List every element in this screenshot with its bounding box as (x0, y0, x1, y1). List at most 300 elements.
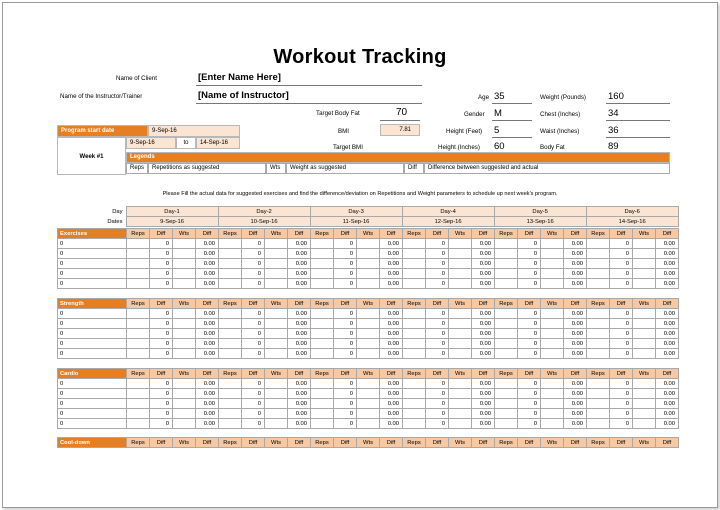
wts-diff-cell: 0.00 (472, 329, 495, 339)
reps-cell[interactable] (587, 249, 610, 259)
exercise-name-cell[interactable]: 0 (58, 319, 127, 329)
age-value[interactable]: 35 (494, 91, 505, 102)
reps-cell[interactable] (495, 319, 518, 329)
exercise-name-cell[interactable]: 0 (58, 279, 127, 289)
wts-diff-cell: 0.00 (656, 259, 679, 269)
reps-diff-cell: 0 (242, 379, 265, 389)
wts-cell[interactable] (173, 339, 196, 349)
wts-diff-cell: 0.00 (288, 259, 311, 269)
wts-cell[interactable] (265, 329, 288, 339)
exercise-name-cell[interactable]: 0 (58, 399, 127, 409)
reps-cell[interactable] (587, 319, 610, 329)
table-row (58, 319, 679, 329)
wts-diff-cell: 0.00 (380, 389, 403, 399)
wts-cell[interactable] (357, 269, 380, 279)
wts-cell[interactable] (633, 319, 656, 329)
wts-cell[interactable] (173, 249, 196, 259)
wts-cell[interactable] (541, 309, 564, 319)
column-header: Diff (564, 369, 587, 379)
wts-cell[interactable] (633, 269, 656, 279)
wts-cell[interactable] (173, 329, 196, 339)
table-row (58, 259, 679, 269)
wts-diff-cell: 0.00 (656, 409, 679, 419)
wts-cell[interactable] (633, 239, 656, 249)
reps-diff-cell: 0 (610, 399, 633, 409)
exercise-name-cell[interactable]: 0 (58, 249, 127, 259)
wts-diff-cell: 0.00 (564, 409, 587, 419)
wts-cell[interactable] (357, 419, 380, 429)
reps-diff-cell: 0 (150, 279, 173, 289)
height-inches-value[interactable]: 60 (494, 141, 505, 152)
wts-cell[interactable] (541, 419, 564, 429)
reps-diff-cell: 0 (426, 349, 449, 359)
reps-cell[interactable] (587, 329, 610, 339)
program-start-label: Program start date (57, 125, 148, 137)
reps-cell[interactable] (403, 339, 426, 349)
wts-cell[interactable] (173, 309, 196, 319)
wts-cell[interactable] (449, 339, 472, 349)
exercise-name-cell[interactable]: 0 (58, 259, 127, 269)
wts-cell[interactable] (449, 259, 472, 269)
section-header-row (58, 369, 679, 379)
wts-cell[interactable] (265, 399, 288, 409)
wts-diff-cell: 0.00 (564, 249, 587, 259)
wts-cell[interactable] (633, 399, 656, 409)
wts-cell[interactable] (357, 349, 380, 359)
reps-cell[interactable] (127, 419, 150, 429)
reps-cell[interactable] (127, 239, 150, 249)
height-feet-value[interactable]: 5 (494, 125, 500, 136)
reps-cell[interactable] (403, 329, 426, 339)
reps-cell[interactable] (403, 319, 426, 329)
reps-cell[interactable] (403, 399, 426, 409)
reps-cell[interactable] (219, 309, 242, 319)
wts-diff-cell: 0.00 (288, 389, 311, 399)
target-body-fat-underline (380, 120, 420, 121)
reps-cell[interactable] (587, 339, 610, 349)
reps-diff-cell: 0 (610, 239, 633, 249)
instructor-name-field[interactable]: [Name of Instructor] (198, 90, 289, 101)
reps-cell[interactable] (219, 419, 242, 429)
reps-cell[interactable] (311, 349, 334, 359)
reps-cell[interactable] (495, 329, 518, 339)
column-header: Reps (495, 438, 518, 448)
reps-cell[interactable] (495, 409, 518, 419)
column-header: Reps (403, 299, 426, 309)
wts-diff-cell: 0.00 (472, 269, 495, 279)
wts-cell[interactable] (541, 319, 564, 329)
reps-cell[interactable] (219, 279, 242, 289)
wts-cell[interactable] (265, 339, 288, 349)
wts-cell[interactable] (541, 389, 564, 399)
reps-cell[interactable] (311, 419, 334, 429)
reps-cell[interactable] (495, 339, 518, 349)
column-header: Diff (610, 229, 633, 239)
reps-cell[interactable] (587, 259, 610, 269)
reps-cell[interactable] (495, 309, 518, 319)
reps-cell[interactable] (127, 259, 150, 269)
gender-value[interactable]: M (494, 108, 502, 119)
reps-cell[interactable] (403, 259, 426, 269)
column-header: Diff (196, 438, 219, 448)
reps-cell[interactable] (495, 379, 518, 389)
reps-cell[interactable] (587, 389, 610, 399)
wts-cell[interactable] (449, 249, 472, 259)
reps-diff-cell: 0 (610, 269, 633, 279)
reps-cell[interactable] (311, 329, 334, 339)
wts-cell[interactable] (541, 379, 564, 389)
wts-cell[interactable] (173, 269, 196, 279)
reps-diff-cell: 0 (334, 419, 357, 429)
reps-cell[interactable] (127, 329, 150, 339)
wts-diff-cell: 0.00 (380, 349, 403, 359)
reps-cell[interactable] (495, 259, 518, 269)
reps-cell[interactable] (219, 319, 242, 329)
wts-cell[interactable] (173, 389, 196, 399)
chest-label: Chest (Inches) (540, 111, 581, 118)
wts-cell[interactable] (357, 409, 380, 419)
reps-cell[interactable] (311, 309, 334, 319)
wts-diff-cell: 0.00 (380, 319, 403, 329)
wts-cell[interactable] (633, 409, 656, 419)
exercise-name-cell[interactable]: 0 (58, 269, 127, 279)
reps-cell[interactable] (127, 269, 150, 279)
column-header: Wts (449, 299, 472, 309)
wts-cell[interactable] (357, 339, 380, 349)
reps-cell[interactable] (311, 409, 334, 419)
reps-diff-cell: 0 (610, 329, 633, 339)
wts-cell[interactable] (173, 239, 196, 249)
client-name-field[interactable]: [Enter Name Here] (198, 72, 281, 83)
wts-cell[interactable] (357, 279, 380, 289)
wts-cell[interactable] (541, 409, 564, 419)
reps-cell[interactable] (219, 379, 242, 389)
wts-cell[interactable] (449, 409, 472, 419)
wts-diff-cell: 0.00 (472, 279, 495, 289)
week-label: Week #1 (57, 137, 126, 175)
wts-cell[interactable] (449, 399, 472, 409)
wts-diff-cell: 0.00 (656, 399, 679, 409)
wts-cell[interactable] (449, 269, 472, 279)
reps-cell[interactable] (495, 249, 518, 259)
exercise-name-cell[interactable]: 0 (58, 379, 127, 389)
reps-cell[interactable] (127, 309, 150, 319)
wts-cell[interactable] (633, 279, 656, 289)
wts-cell[interactable] (449, 379, 472, 389)
reps-cell[interactable] (219, 399, 242, 409)
reps-diff-cell: 0 (518, 419, 541, 429)
wts-diff-cell: 0.00 (564, 259, 587, 269)
wts-cell[interactable] (265, 239, 288, 249)
wts-cell[interactable] (633, 349, 656, 359)
reps-diff-cell: 0 (334, 279, 357, 289)
wts-diff-cell: 0.00 (380, 379, 403, 389)
wts-cell[interactable] (173, 409, 196, 419)
reps-cell[interactable] (311, 239, 334, 249)
reps-cell[interactable] (311, 319, 334, 329)
wts-cell[interactable] (173, 279, 196, 289)
table-row (58, 239, 679, 249)
reps-diff-cell: 0 (242, 319, 265, 329)
reps-diff-cell: 0 (242, 339, 265, 349)
wts-cell[interactable] (449, 349, 472, 359)
exercise-name-cell[interactable]: 0 (58, 239, 127, 249)
wts-cell[interactable] (173, 259, 196, 269)
wts-cell[interactable] (357, 329, 380, 339)
wts-diff-cell: 0.00 (196, 259, 219, 269)
reps-cell[interactable] (403, 409, 426, 419)
column-header: Reps (403, 369, 426, 379)
column-header: Diff (656, 369, 679, 379)
reps-cell[interactable] (403, 239, 426, 249)
section-title: Cool-down (58, 438, 127, 448)
day-date: 9-Sep-16 (126, 217, 218, 227)
wts-cell[interactable] (633, 329, 656, 339)
wts-diff-cell: 0.00 (380, 309, 403, 319)
wts-cell[interactable] (357, 399, 380, 409)
column-header: Reps (219, 299, 242, 309)
reps-diff-cell: 0 (242, 249, 265, 259)
wts-cell[interactable] (541, 269, 564, 279)
wts-cell[interactable] (449, 329, 472, 339)
reps-cell[interactable] (219, 339, 242, 349)
reps-diff-cell: 0 (242, 349, 265, 359)
column-header: Reps (311, 299, 334, 309)
reps-cell[interactable] (587, 399, 610, 409)
reps-cell[interactable] (127, 249, 150, 259)
reps-cell[interactable] (127, 339, 150, 349)
reps-cell[interactable] (311, 269, 334, 279)
body-fat-value[interactable]: 89 (608, 141, 619, 152)
wts-cell[interactable] (265, 349, 288, 359)
reps-cell[interactable] (495, 419, 518, 429)
wts-diff-cell: 0.00 (656, 319, 679, 329)
wts-diff-cell: 0.00 (196, 409, 219, 419)
reps-cell[interactable] (495, 399, 518, 409)
reps-cell[interactable] (403, 309, 426, 319)
reps-cell[interactable] (587, 269, 610, 279)
column-header: Diff (242, 369, 265, 379)
reps-cell[interactable] (495, 269, 518, 279)
waist-underline (606, 137, 670, 138)
wts-cell[interactable] (265, 319, 288, 329)
reps-cell[interactable] (403, 279, 426, 289)
reps-cell[interactable] (219, 349, 242, 359)
wts-cell[interactable] (633, 419, 656, 429)
program-start-date[interactable]: 9-Sep-16 (148, 125, 240, 137)
reps-cell[interactable] (403, 249, 426, 259)
wts-cell[interactable] (357, 259, 380, 269)
wts-cell[interactable] (265, 309, 288, 319)
reps-cell[interactable] (403, 419, 426, 429)
wts-diff-cell: 0.00 (472, 339, 495, 349)
wts-cell[interactable] (633, 379, 656, 389)
wts-cell[interactable] (541, 339, 564, 349)
section-header-row (58, 229, 679, 239)
reps-cell[interactable] (311, 249, 334, 259)
wts-cell[interactable] (449, 309, 472, 319)
wts-cell[interactable] (173, 399, 196, 409)
wts-cell[interactable] (265, 279, 288, 289)
reps-cell[interactable] (587, 379, 610, 389)
exercise-name-cell[interactable]: 0 (58, 349, 127, 359)
weight-value[interactable]: 160 (608, 91, 624, 102)
wts-cell[interactable] (173, 419, 196, 429)
column-header: Diff (150, 229, 173, 239)
exercise-name-cell[interactable]: 0 (58, 419, 127, 429)
column-header: Wts (633, 438, 656, 448)
reps-diff-cell: 0 (426, 269, 449, 279)
exercise-name-cell[interactable]: 0 (58, 409, 127, 419)
reps-cell[interactable] (403, 379, 426, 389)
wts-cell[interactable] (265, 249, 288, 259)
wts-cell[interactable] (633, 259, 656, 269)
reps-diff-cell: 0 (426, 329, 449, 339)
wts-cell[interactable] (173, 319, 196, 329)
wts-cell[interactable] (173, 379, 196, 389)
wts-diff-cell: 0.00 (564, 239, 587, 249)
reps-cell[interactable] (403, 389, 426, 399)
wts-cell[interactable] (265, 269, 288, 279)
reps-diff-cell: 0 (150, 399, 173, 409)
reps-cell[interactable] (587, 239, 610, 249)
wts-cell[interactable] (541, 329, 564, 339)
exercise-name-cell[interactable]: 0 (58, 329, 127, 339)
wts-diff-cell: 0.00 (564, 269, 587, 279)
column-header: Wts (449, 438, 472, 448)
reps-cell[interactable] (587, 409, 610, 419)
column-header: Diff (288, 438, 311, 448)
reps-diff-cell: 0 (426, 409, 449, 419)
reps-diff-cell: 0 (242, 309, 265, 319)
column-header: Diff (472, 229, 495, 239)
reps-cell[interactable] (127, 279, 150, 289)
reps-cell[interactable] (587, 309, 610, 319)
wts-cell[interactable] (633, 339, 656, 349)
reps-cell[interactable] (219, 389, 242, 399)
reps-cell[interactable] (311, 259, 334, 269)
wts-cell[interactable] (449, 239, 472, 249)
wts-cell[interactable] (633, 249, 656, 259)
reps-cell[interactable] (127, 349, 150, 359)
reps-cell[interactable] (219, 329, 242, 339)
wts-cell[interactable] (357, 389, 380, 399)
reps-cell[interactable] (127, 379, 150, 389)
wts-cell[interactable] (541, 279, 564, 289)
reps-cell[interactable] (311, 389, 334, 399)
exercise-name-cell[interactable]: 0 (58, 389, 127, 399)
reps-cell[interactable] (219, 239, 242, 249)
column-header: Diff (472, 299, 495, 309)
reps-diff-cell: 0 (334, 409, 357, 419)
column-header: Reps (495, 229, 518, 239)
wts-diff-cell: 0.00 (288, 409, 311, 419)
wts-cell[interactable] (265, 259, 288, 269)
reps-cell[interactable] (403, 269, 426, 279)
wts-cell[interactable] (357, 309, 380, 319)
wts-diff-cell: 0.00 (472, 399, 495, 409)
section-header-row (58, 438, 679, 448)
reps-cell[interactable] (311, 339, 334, 349)
wts-diff-cell: 0.00 (472, 389, 495, 399)
wts-cell[interactable] (357, 249, 380, 259)
reps-diff-cell: 0 (518, 259, 541, 269)
wts-cell[interactable] (541, 249, 564, 259)
chest-value[interactable]: 34 (608, 108, 619, 119)
reps-cell[interactable] (219, 259, 242, 269)
reps-cell[interactable] (311, 379, 334, 389)
wts-cell[interactable] (541, 399, 564, 409)
reps-cell[interactable] (495, 389, 518, 399)
reps-cell[interactable] (219, 269, 242, 279)
column-header: Wts (541, 369, 564, 379)
reps-diff-cell: 0 (150, 239, 173, 249)
wts-diff-cell: 0.00 (564, 419, 587, 429)
wts-cell[interactable] (449, 279, 472, 289)
reps-cell[interactable] (311, 399, 334, 409)
reps-cell[interactable] (587, 419, 610, 429)
wts-cell[interactable] (449, 389, 472, 399)
wts-cell[interactable] (265, 379, 288, 389)
column-header: Wts (449, 369, 472, 379)
sheet-title: Workout Tracking (273, 46, 447, 68)
exercise-name-cell[interactable]: 0 (58, 309, 127, 319)
reps-cell[interactable] (219, 409, 242, 419)
wts-cell[interactable] (449, 319, 472, 329)
wts-diff-cell: 0.00 (288, 309, 311, 319)
wts-diff-cell: 0.00 (196, 319, 219, 329)
reps-cell[interactable] (127, 409, 150, 419)
wts-cell[interactable] (633, 389, 656, 399)
reps-cell[interactable] (311, 279, 334, 289)
reps-cell[interactable] (587, 279, 610, 289)
wts-cell[interactable] (541, 349, 564, 359)
reps-diff-cell: 0 (518, 329, 541, 339)
wts-cell[interactable] (633, 309, 656, 319)
reps-cell[interactable] (495, 349, 518, 359)
reps-diff-cell: 0 (518, 269, 541, 279)
wts-cell[interactable] (265, 409, 288, 419)
wts-cell[interactable] (541, 259, 564, 269)
wts-diff-cell: 0.00 (564, 379, 587, 389)
wts-cell[interactable] (173, 349, 196, 359)
reps-cell[interactable] (219, 249, 242, 259)
reps-cell[interactable] (403, 349, 426, 359)
wts-cell[interactable] (449, 419, 472, 429)
wts-cell[interactable] (265, 389, 288, 399)
reps-cell[interactable] (127, 319, 150, 329)
exercise-name-cell[interactable]: 0 (58, 339, 127, 349)
column-header: Wts (265, 299, 288, 309)
column-header: Diff (518, 299, 541, 309)
target-body-fat-value[interactable]: 70 (396, 107, 408, 118)
column-header: Diff (426, 229, 449, 239)
reps-cell[interactable] (587, 349, 610, 359)
wts-cell[interactable] (357, 319, 380, 329)
wts-cell[interactable] (357, 379, 380, 389)
wts-cell[interactable] (265, 419, 288, 429)
wts-diff-cell: 0.00 (288, 319, 311, 329)
waist-value[interactable]: 36 (608, 125, 619, 136)
weight-underline (606, 103, 670, 104)
reps-cell[interactable] (495, 279, 518, 289)
reps-cell[interactable] (127, 399, 150, 409)
wts-diff-cell: 0.00 (656, 309, 679, 319)
wts-cell[interactable] (541, 239, 564, 249)
wts-cell[interactable] (357, 239, 380, 249)
reps-cell[interactable] (127, 389, 150, 399)
reps-cell[interactable] (495, 239, 518, 249)
